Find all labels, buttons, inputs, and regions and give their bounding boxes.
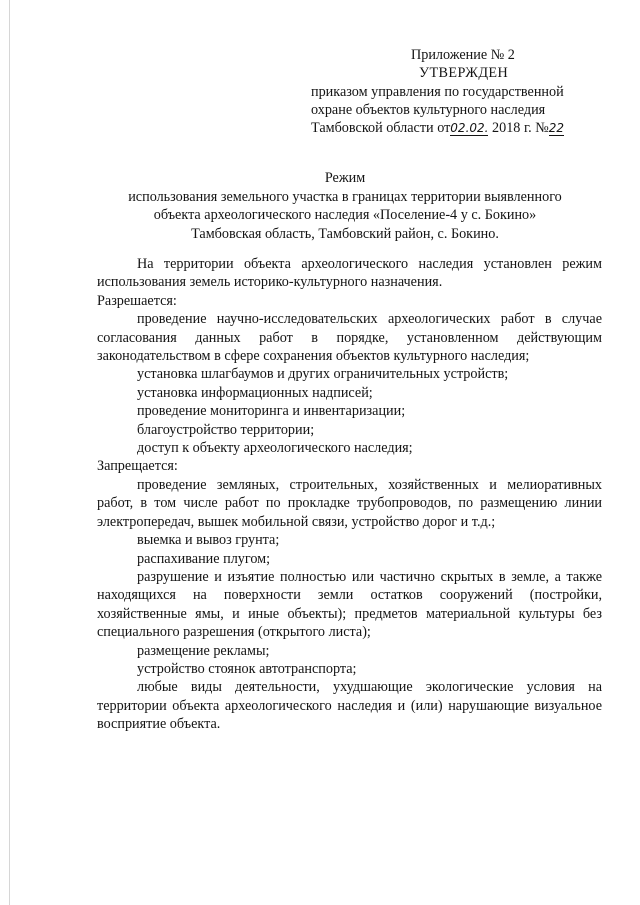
- document-body: [97, 255, 602, 734]
- subtitle-line-1: использования земельного участка в границах территории выявленного: [128, 189, 562, 205]
- order-line-3: [311, 119, 611, 137]
- forbidden-item: любые виды деятельности, ухудшающие экологические условия на территории объекта археологического наследия и (или) нарушающие визуальное восприятие объекта.: [97, 679, 602, 733]
- allowed-item: установка шлагбаумов и других ограничительных устройств;: [137, 366, 509, 383]
- order-line-3-prefix: Тамбовской области от: [311, 120, 451, 137]
- allowed-item: благоустройство территории;: [137, 421, 315, 438]
- document-title: Режим: [324, 170, 366, 186]
- intro-paragraph: На территории объекта археологического наследия установлен режим использования земель историко-культурного назначения.: [97, 256, 602, 291]
- order-year: 2018 г. №: [488, 120, 549, 137]
- forbidden-item: разрушение и изъятие полностью или частично скрытых в земле, а также находящихся на поверхности земли остатков сооружений (постройки, хозяйственные ямы, и иные объекты); предметов материальной культуры без специального разрешения (открытого листа);: [97, 568, 602, 641]
- approved-label: УТВЕРЖДЕН: [419, 65, 509, 82]
- handwritten-order-number: 22: [548, 121, 565, 136]
- forbidden-item: размещение рекламы;: [137, 642, 270, 659]
- forbidden-item: проведение земляных, строительных, хозяйственных и мелиоративных работ, в том числе работ по прокладке трубопроводов, по размещению линии электропередач, вышек мобильной связи, устройство дорог и т.д.;: [97, 476, 602, 530]
- forbidden-item: устройство стоянок автотранспорта;: [137, 660, 357, 677]
- appendix-label: Приложение № 2: [411, 47, 515, 63]
- forbidden-item: выемка и вывоз грунта;: [137, 532, 280, 549]
- forbidden-item: распахивание плугом;: [137, 550, 271, 567]
- approval-header: [311, 46, 611, 137]
- forbidden-heading: Запрещается:: [97, 458, 178, 475]
- subtitle-line-2: объекта археологического наследия «Поселение-4 у с. Бокино»: [153, 207, 537, 224]
- scan-edge-line: [9, 0, 10, 905]
- allowed-item: проведение мониторинга и инвентаризации;: [137, 403, 406, 420]
- handwritten-order-date: 02.02.: [450, 121, 489, 136]
- allowed-item: доступ к объекту археологического наследия;: [137, 440, 413, 457]
- allowed-heading: Разрешается:: [97, 292, 177, 309]
- subtitle-line-3: Тамбовская область, Тамбовский район, с. Бокино.: [191, 225, 499, 242]
- order-line-2: охране объектов культурного наследия: [311, 101, 546, 118]
- allowed-item: установка информационных надписей;: [137, 384, 373, 401]
- allowed-item: проведение научно-исследовательских археологических работ в случае согласования данных работ в порядке, установленном действующим законодательством в сфере сохранения объектов культурного наследия;: [97, 311, 602, 365]
- order-line-1: приказом управления по государственной: [311, 83, 564, 100]
- document-subtitle: [90, 188, 600, 243]
